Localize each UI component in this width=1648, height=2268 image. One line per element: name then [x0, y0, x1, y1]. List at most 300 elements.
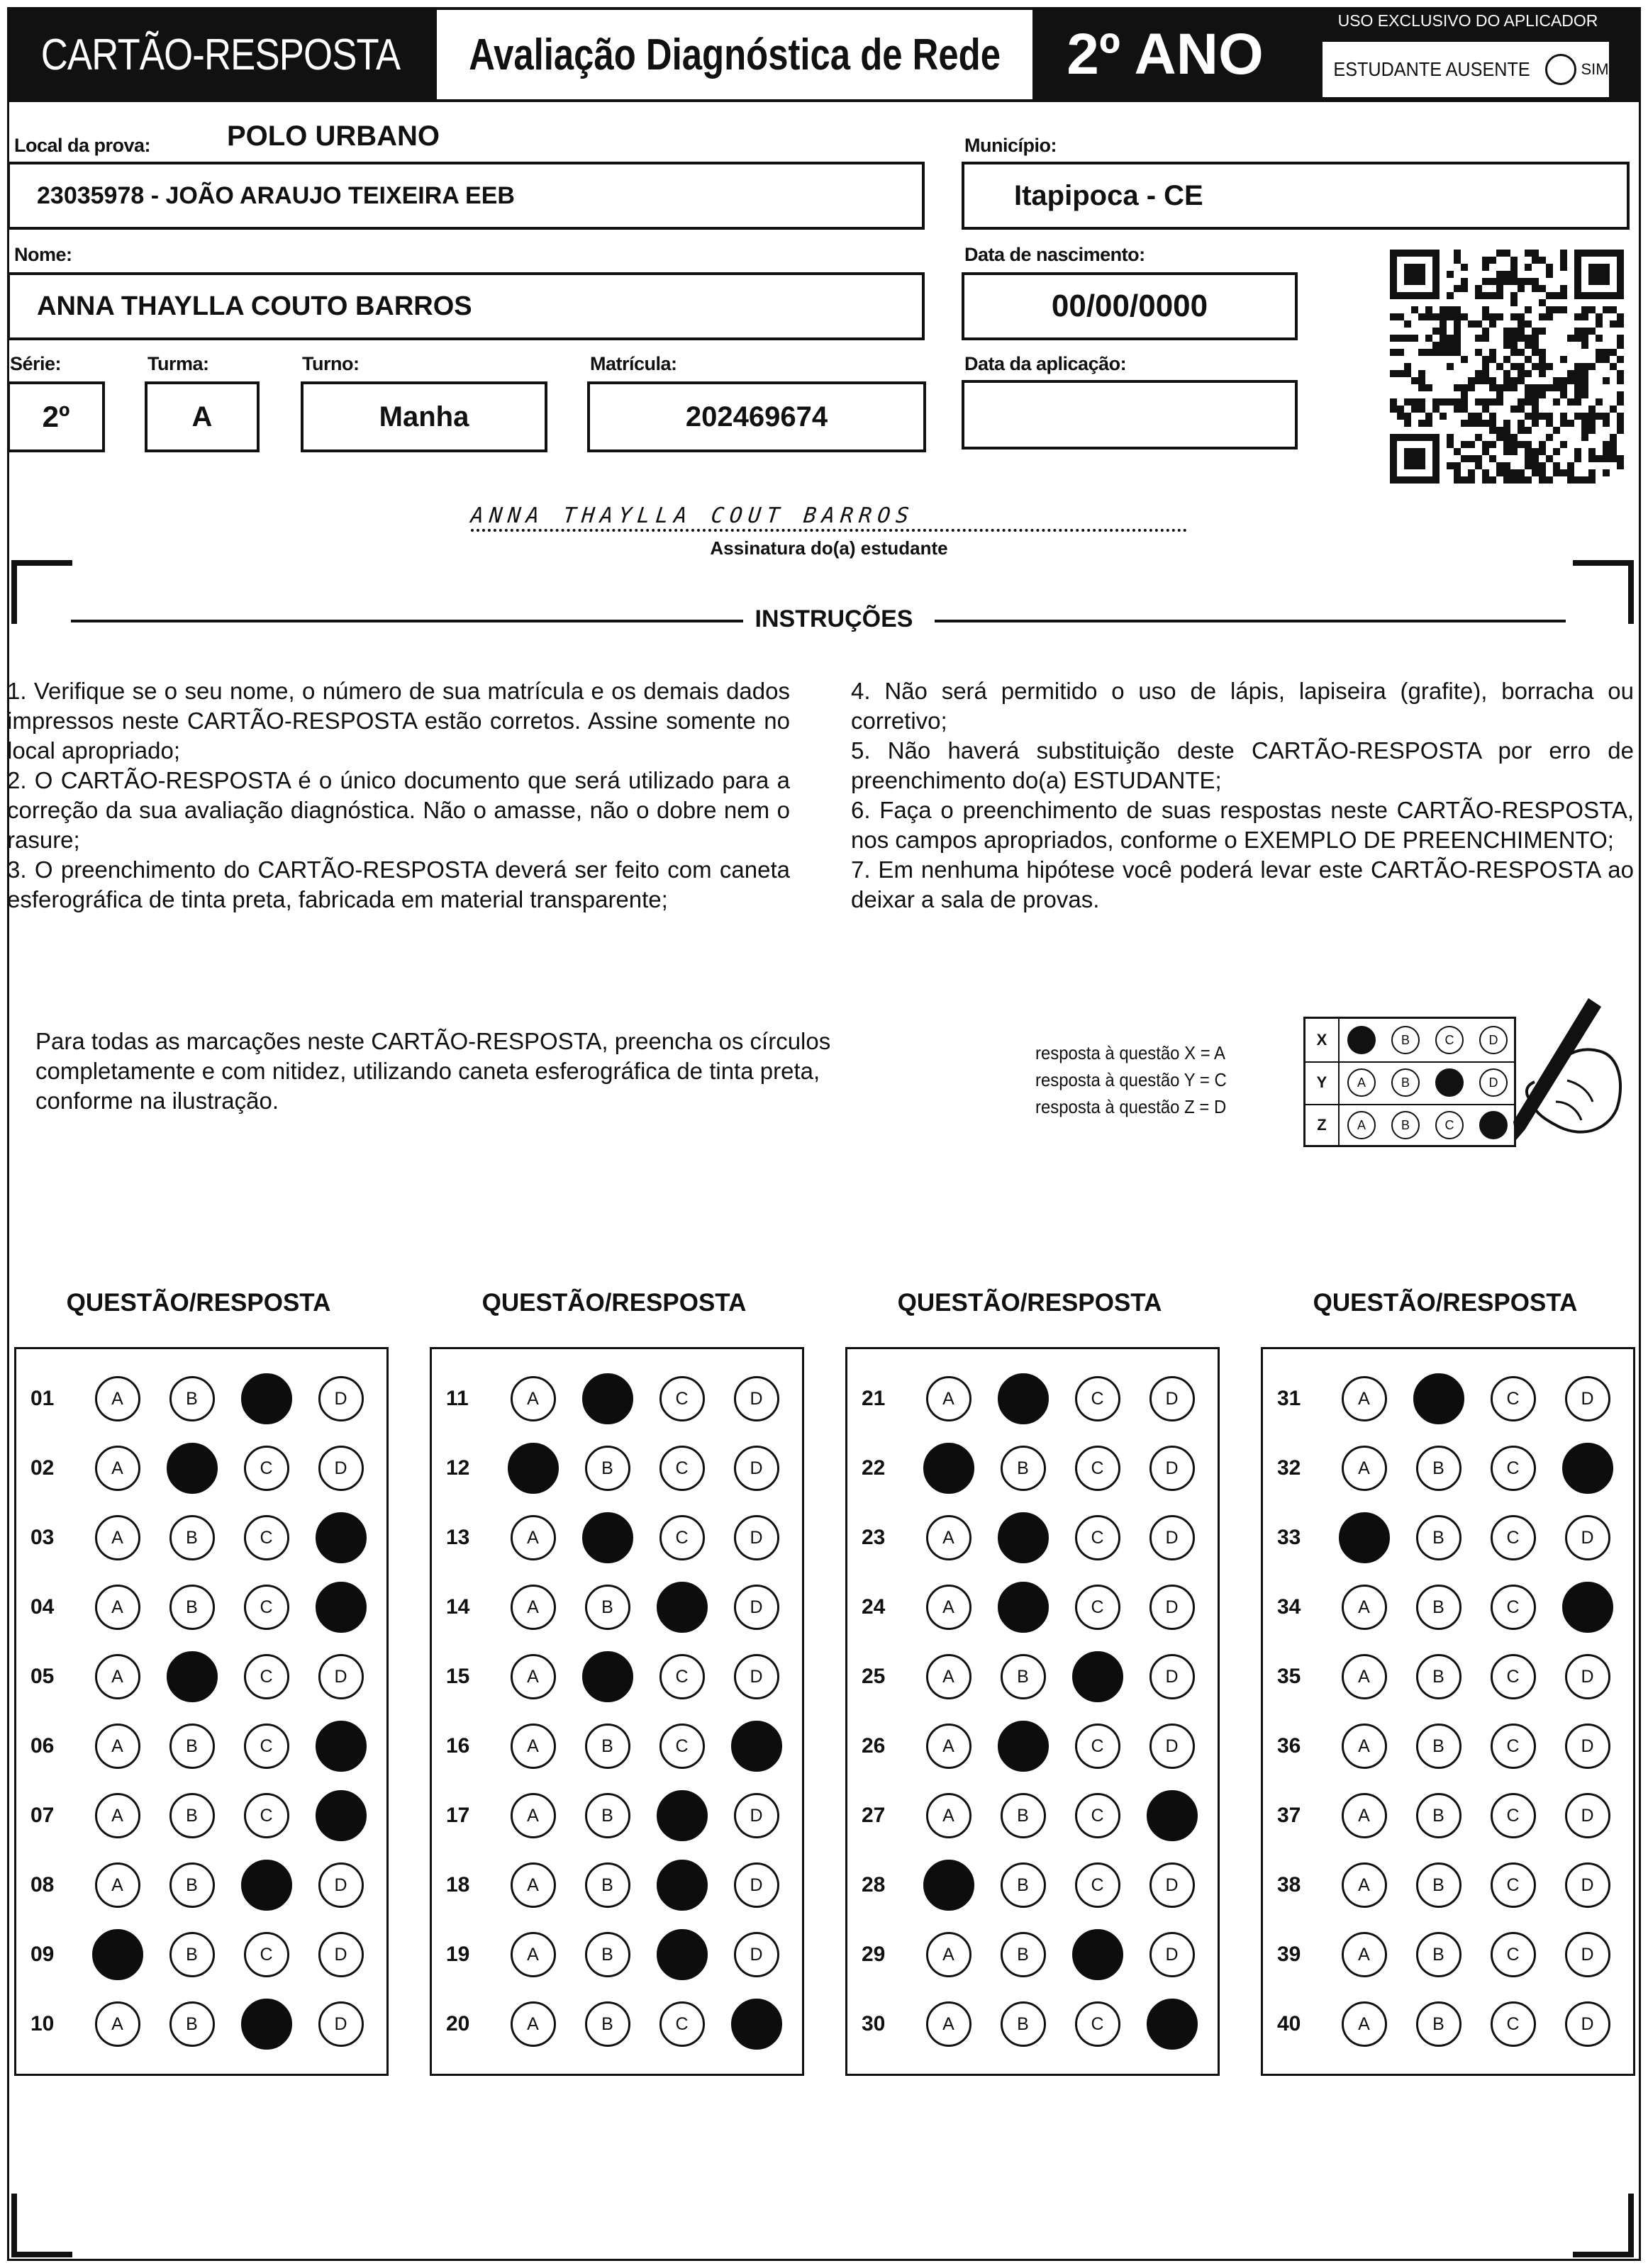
question-row — [432, 1585, 794, 1630]
answer-bubble-a[interactable]: A — [95, 1376, 140, 1421]
signature: ANNA THAYLLA COUT BARROS — [469, 503, 916, 528]
answer-bubble-a[interactable]: A — [926, 1932, 971, 1977]
answer-bubble-d[interactable]: D — [734, 1376, 779, 1421]
question-row — [1263, 1862, 1625, 1908]
answer-bubble-d[interactable]: D — [734, 1654, 779, 1699]
nome-label: Nome: — [14, 244, 72, 265]
answer-bubble-b[interactable]: B — [585, 1862, 630, 1908]
question-number: 32 — [1277, 1456, 1301, 1480]
answer-bubble-a[interactable]: A — [926, 1793, 971, 1838]
question-number: 04 — [30, 1595, 55, 1619]
question-row — [16, 1376, 378, 1421]
answer-bubble-a[interactable]: A — [1342, 1932, 1387, 1977]
answer-bubble-c[interactable]: C — [1491, 1446, 1536, 1491]
corner-mark-tr — [1573, 560, 1634, 624]
question-row — [847, 1446, 1209, 1491]
answer-bubble-d[interactable]: D — [1562, 1443, 1613, 1494]
question-row — [16, 2001, 378, 2047]
answer-bubble-d[interactable]: D — [316, 1512, 367, 1563]
answer-bubble-a[interactable]: A — [92, 1929, 143, 1980]
question-number: 13 — [446, 1526, 470, 1549]
answer-bubble-a[interactable]: A — [923, 1860, 974, 1911]
answer-bubble-a[interactable]: A — [95, 1654, 140, 1699]
corner-mark-bl — [11, 2194, 72, 2257]
example-legend — [1035, 1039, 1227, 1120]
instructions-rule-right — [935, 620, 1566, 622]
instruction-6: 6. Faça o preenchimento de suas respostas neste CARTÃO-RESPOSTA, nos campos apropriados, conforme o EXEMPLO DE PREENCHIMENTO; — [851, 797, 1634, 853]
answer-bubble-a[interactable]: A — [1342, 1585, 1387, 1630]
question-row — [432, 1793, 794, 1838]
question-number: 16 — [446, 1734, 470, 1758]
answer-bubble-d[interactable]: D — [1149, 1446, 1195, 1491]
answer-bubble-b[interactable]: B — [1001, 1793, 1046, 1838]
answer-bubble-b[interactable]: B — [1001, 1932, 1046, 1977]
answer-bubble-a[interactable]: A — [1342, 1724, 1387, 1769]
answer-bubble-c[interactable]: C — [241, 1999, 292, 2050]
answer-bubble-d[interactable]: D — [1149, 1862, 1195, 1908]
answer-bubble-b[interactable]: B — [169, 1585, 215, 1630]
answer-bubble-c[interactable]: C — [1491, 1515, 1536, 1560]
municipio-field — [962, 162, 1630, 230]
question-number: 23 — [862, 1526, 886, 1549]
example-bubble: C — [1435, 1111, 1464, 1139]
corner-mark-tl — [11, 560, 72, 624]
answer-bubble-b[interactable]: B — [1416, 1932, 1462, 1977]
question-row — [1263, 1585, 1625, 1630]
turma-label: Turma: — [147, 353, 209, 374]
answer-bubble-c[interactable]: C — [1491, 1376, 1536, 1421]
signature-line — [471, 529, 1187, 532]
example-bubble — [1435, 1068, 1464, 1097]
question-number: 21 — [862, 1387, 886, 1410]
answer-bubble-c[interactable]: C — [1491, 1724, 1536, 1769]
local-label: Local da prova: — [14, 135, 151, 156]
example-bubble: D — [1479, 1026, 1508, 1054]
question-row — [16, 1654, 378, 1699]
answer-bubble-a[interactable]: A — [1342, 2001, 1387, 2047]
answer-bubble-a[interactable]: A — [95, 2001, 140, 2047]
answer-bubble-b[interactable]: B — [1416, 2001, 1462, 2047]
answer-bubble-d[interactable]: D — [318, 1862, 364, 1908]
exam-title — [434, 7, 1035, 102]
nome-field — [7, 272, 925, 340]
answer-bubble-c[interactable]: C — [1072, 1651, 1123, 1702]
example-legend-x: resposta à questão X = A — [1035, 1042, 1225, 1063]
question-number: 25 — [862, 1665, 886, 1688]
answer-bubble-d[interactable]: D — [731, 1721, 782, 1772]
column-title: QUESTÃO/RESPOSTA — [66, 1289, 331, 1317]
question-row — [1263, 1515, 1625, 1560]
answer-bubble-c[interactable]: C — [1075, 1446, 1120, 1491]
answer-bubble-d[interactable]: D — [316, 1582, 367, 1633]
question-number: 20 — [446, 2012, 470, 2035]
answer-column — [1261, 1347, 1635, 2076]
answer-bubble-d[interactable]: D — [1565, 1376, 1610, 1421]
answer-bubble-d[interactable]: D — [734, 1515, 779, 1560]
question-row — [1263, 1724, 1625, 1769]
answer-bubble-b[interactable]: B — [1416, 1654, 1462, 1699]
question-number: 30 — [862, 2012, 886, 2035]
answer-bubble-a[interactable]: A — [511, 1932, 556, 1977]
answer-bubble-c[interactable]: C — [244, 1446, 289, 1491]
answer-bubble-b[interactable]: B — [1416, 1793, 1462, 1838]
answer-bubble-a[interactable]: A — [511, 1515, 556, 1560]
answer-bubble-b[interactable]: B — [998, 1512, 1049, 1563]
answer-bubble-b[interactable]: B — [585, 1724, 630, 1769]
question-row — [847, 1932, 1209, 1977]
answer-bubble-b[interactable]: B — [582, 1512, 633, 1563]
answer-bubble-d[interactable]: D — [1149, 1654, 1195, 1699]
question-number: 39 — [1277, 1943, 1301, 1966]
answer-bubble-a[interactable]: A — [511, 1376, 556, 1421]
answer-bubble-a[interactable]: A — [95, 1585, 140, 1630]
answer-bubble-c[interactable]: C — [244, 1585, 289, 1630]
question-row — [847, 1862, 1209, 1908]
answer-bubble-d[interactable]: D — [1149, 1376, 1195, 1421]
answer-bubble-c[interactable]: C — [244, 1724, 289, 1769]
answer-bubble-b[interactable]: B — [169, 1793, 215, 1838]
question-number: 35 — [1277, 1665, 1301, 1688]
answer-bubble-d[interactable]: D — [1565, 1793, 1610, 1838]
serie-value: 2º — [42, 400, 70, 433]
question-number: 05 — [30, 1665, 55, 1688]
answer-bubble-b[interactable]: B — [998, 1582, 1049, 1633]
question-row — [16, 1932, 378, 1977]
answer-bubble-a[interactable]: A — [926, 1376, 971, 1421]
answer-bubble-d[interactable]: D — [734, 1793, 779, 1838]
instruction-1: 1. Verifique se o seu nome, o número de sua matrícula e os demais dados impressos neste CARTÃO-RESPOSTA estão corretos. Assine somente no local apropriado; — [7, 678, 790, 764]
matricula-field — [587, 381, 926, 452]
answer-bubble-a[interactable]: A — [95, 1862, 140, 1908]
corner-mark-br — [1573, 2194, 1634, 2257]
local-value: POLO URBANO — [227, 121, 440, 152]
answer-bubble-b[interactable]: B — [585, 1446, 630, 1491]
answer-bubble-c[interactable]: C — [1491, 1862, 1536, 1908]
question-row — [1263, 1932, 1625, 1977]
answer-bubble-d[interactable]: D — [318, 1376, 364, 1421]
question-row — [847, 1793, 1209, 1838]
example-bubble: A — [1347, 1068, 1376, 1097]
question-row — [847, 1585, 1209, 1630]
answer-bubble-c[interactable]: C — [1075, 1585, 1120, 1630]
answer-bubble-a[interactable]: A — [1342, 1654, 1387, 1699]
answer-bubble-a[interactable]: A — [923, 1443, 974, 1494]
serie-field — [7, 381, 105, 452]
answer-bubble-c[interactable]: C — [244, 1654, 289, 1699]
answer-bubble-a[interactable]: A — [511, 1862, 556, 1908]
answer-bubble-b[interactable]: B — [585, 1932, 630, 1977]
nome-value: ANNA THAYLLA COUTO BARROS — [37, 291, 472, 321]
answer-bubble-d[interactable]: D — [1147, 1790, 1198, 1841]
answer-bubble-b[interactable]: B — [1416, 1724, 1462, 1769]
answer-bubble-c[interactable]: C — [1491, 1654, 1536, 1699]
answer-bubble-a[interactable]: A — [926, 1585, 971, 1630]
question-number: 01 — [30, 1387, 55, 1410]
answer-bubble-b[interactable]: B — [585, 1793, 630, 1838]
turno-field — [301, 381, 547, 452]
turma-field — [145, 381, 260, 452]
answer-bubble-b[interactable]: B — [585, 1585, 630, 1630]
question-number: 28 — [862, 1873, 886, 1896]
answer-bubble-c[interactable]: C — [1491, 1585, 1536, 1630]
answer-bubble-b[interactable]: B — [1416, 1515, 1462, 1560]
question-number: 34 — [1277, 1595, 1301, 1619]
answer-bubble-c[interactable]: C — [1491, 1932, 1536, 1977]
example-legend-z: resposta à questão Z = D — [1035, 1096, 1227, 1117]
example-bubble: A — [1347, 1111, 1376, 1139]
answer-bubble-a[interactable]: A — [926, 1724, 971, 1769]
answer-bubble-c[interactable]: C — [659, 1724, 705, 1769]
answer-bubble-a[interactable]: A — [1339, 1512, 1390, 1563]
question-number: 08 — [30, 1873, 55, 1896]
answer-bubble-d[interactable]: D — [1149, 1585, 1195, 1630]
question-number: 02 — [30, 1456, 55, 1480]
example-bubble: B — [1391, 1068, 1420, 1097]
answer-bubble-c[interactable]: C — [659, 1515, 705, 1560]
answer-bubble-c[interactable]: C — [657, 1582, 708, 1633]
answer-bubble-a[interactable]: A — [1342, 1793, 1387, 1838]
answer-bubble-d[interactable]: D — [734, 1585, 779, 1630]
answer-bubble-d[interactable]: D — [1565, 1862, 1610, 1908]
signature-label: Assinatura do(a) estudante — [710, 537, 948, 559]
instruction-3: 3. O preenchimento do CARTÃO-RESPOSTA deverá ser feito com caneta esferográfica de tinta preta, fabricada em material transparente; — [7, 856, 790, 912]
answer-bubble-a[interactable]: A — [1342, 1446, 1387, 1491]
question-number: 12 — [446, 1456, 470, 1480]
answer-bubble-d[interactable]: D — [1565, 1724, 1610, 1769]
answer-bubble-a[interactable]: A — [926, 1654, 971, 1699]
answer-bubble-b[interactable]: B — [169, 1376, 215, 1421]
answer-bubble-d[interactable]: D — [1147, 1999, 1198, 2050]
answer-bubble-d[interactable]: D — [1565, 1654, 1610, 1699]
answer-bubble-d[interactable]: D — [1565, 1932, 1610, 1977]
question-row — [16, 1862, 378, 1908]
answer-bubble-a[interactable]: A — [95, 1446, 140, 1491]
question-row — [432, 1724, 794, 1769]
grade-title — [1035, 7, 1295, 102]
answer-bubble-a[interactable]: A — [926, 1515, 971, 1560]
answer-bubble-d[interactable]: D — [1562, 1582, 1613, 1633]
answer-bubble-b[interactable]: B — [169, 2001, 215, 2047]
question-row — [1263, 1654, 1625, 1699]
answer-bubble-c[interactable]: C — [1072, 1929, 1123, 1980]
nascimento-value: 00/00/0000 — [1051, 289, 1208, 323]
example-bubble: B — [1391, 1111, 1420, 1139]
matricula-label: Matrícula: — [590, 353, 677, 374]
example-bubble: B — [1391, 1026, 1420, 1054]
question-number: 36 — [1277, 1734, 1301, 1758]
aplicacao-label: Data da aplicação: — [964, 353, 1127, 374]
answer-bubble-d[interactable]: D — [1149, 1724, 1195, 1769]
question-number: 06 — [30, 1734, 55, 1758]
answer-bubble-a[interactable]: A — [926, 2001, 971, 2047]
answer-bubble-d[interactable]: D — [734, 1862, 779, 1908]
municipio-value: Itapipoca - CE — [1014, 179, 1203, 211]
question-number: 26 — [862, 1734, 886, 1758]
instruction-2: 2. O CARTÃO-RESPOSTA é o único documento que será utilizado para a correção da sua avaliação diagnóstica. Não o amasse, não o dobre nem o rasure; — [7, 767, 790, 853]
column-title: QUESTÃO/RESPOSTA — [1313, 1289, 1578, 1317]
applicator-box — [1295, 7, 1641, 102]
answer-bubble-b[interactable]: B — [998, 1373, 1049, 1424]
answer-bubble-d[interactable]: D — [1149, 1515, 1195, 1560]
answer-bubble-c[interactable]: C — [1491, 2001, 1536, 2047]
answer-bubble-b[interactable]: B — [1001, 1446, 1046, 1491]
absent-bubble[interactable] — [1545, 54, 1576, 85]
question-number: 11 — [446, 1387, 469, 1410]
question-row — [16, 1585, 378, 1630]
answer-bubble-a[interactable]: A — [511, 1724, 556, 1769]
example-bubble — [1347, 1026, 1376, 1054]
answer-bubble-c[interactable]: C — [244, 1932, 289, 1977]
answer-bubble-c[interactable]: C — [1075, 2001, 1120, 2047]
answer-bubble-d[interactable]: D — [1565, 1515, 1610, 1560]
answer-bubble-b[interactable]: B — [582, 1373, 633, 1424]
example-bubble: C — [1435, 1026, 1464, 1054]
question-row — [432, 1932, 794, 1977]
question-row — [432, 1376, 794, 1421]
answer-bubble-c[interactable]: C — [1491, 1793, 1536, 1838]
answer-bubble-d[interactable]: D — [318, 1932, 364, 1977]
card-title-text: CARTÃO-RESPOSTA — [40, 30, 401, 79]
question-row — [16, 1515, 378, 1560]
answer-bubble-b[interactable]: B — [1416, 1446, 1462, 1491]
answer-bubble-c[interactable]: C — [241, 1373, 292, 1424]
question-number: 18 — [446, 1873, 470, 1896]
answer-bubble-b[interactable]: B — [169, 1932, 215, 1977]
instructions-right — [851, 676, 1634, 915]
answer-bubble-c[interactable]: C — [1075, 1515, 1120, 1560]
answer-bubble-c[interactable]: C — [657, 1790, 708, 1841]
answer-bubble-c[interactable]: C — [659, 1376, 705, 1421]
answer-bubble-a[interactable]: A — [511, 1585, 556, 1630]
applicator-box-inner — [1320, 40, 1611, 99]
answer-bubble-b[interactable]: B — [169, 1862, 215, 1908]
question-row — [16, 1446, 378, 1491]
example-row-label: Y — [1305, 1061, 1340, 1104]
question-row — [1263, 1376, 1625, 1421]
answer-column — [430, 1347, 804, 2076]
answer-bubble-c[interactable]: C — [1075, 1862, 1120, 1908]
municipio-label: Município: — [964, 135, 1057, 156]
question-row — [432, 1654, 794, 1699]
answer-bubble-c[interactable]: C — [244, 1515, 289, 1560]
question-number: 15 — [446, 1665, 470, 1688]
answer-bubble-b[interactable]: B — [167, 1651, 218, 1702]
question-row — [1263, 1793, 1625, 1838]
question-row — [16, 1724, 378, 1769]
answer-bubble-c[interactable]: C — [1075, 1724, 1120, 1769]
answer-bubble-b[interactable]: B — [169, 1724, 215, 1769]
answer-bubble-a[interactable]: A — [511, 2001, 556, 2047]
question-number: 31 — [1277, 1387, 1301, 1410]
answer-bubble-a[interactable]: A — [95, 1724, 140, 1769]
answer-bubble-c[interactable]: C — [244, 1793, 289, 1838]
answer-bubble-b[interactable]: B — [1001, 1654, 1046, 1699]
absent-label: ESTUDANTE AUSENTE — [1333, 58, 1531, 80]
answer-bubble-a[interactable]: A — [1342, 1862, 1387, 1908]
answer-bubble-d[interactable]: D — [318, 1446, 364, 1491]
question-row — [1263, 2001, 1625, 2047]
answer-bubble-d[interactable]: D — [316, 1721, 367, 1772]
answer-bubble-c[interactable]: C — [657, 1860, 708, 1911]
answer-bubble-b[interactable]: B — [1001, 2001, 1046, 2047]
answer-bubble-c[interactable]: C — [1075, 1376, 1120, 1421]
turno-value: Manha — [379, 401, 469, 432]
answer-bubble-d[interactable]: D — [318, 1654, 364, 1699]
answer-bubble-b[interactable]: B — [1413, 1373, 1464, 1424]
answer-bubble-b[interactable]: B — [167, 1443, 218, 1494]
answer-bubble-a[interactable]: A — [95, 1515, 140, 1560]
question-number: 37 — [1277, 1804, 1301, 1827]
instructions-title: INSTRUÇÕES — [755, 605, 913, 632]
turma-value: A — [191, 401, 213, 432]
serie-label: Série: — [10, 353, 62, 374]
question-number: 29 — [862, 1943, 886, 1966]
turno-label: Turno: — [302, 353, 360, 374]
grade-title-text: 2º ANO — [1067, 22, 1264, 86]
exam-title-text: Avaliação Diagnóstica de Rede — [469, 30, 1001, 79]
answer-bubble-b[interactable]: B — [1416, 1585, 1462, 1630]
instructions-rule-left — [71, 620, 743, 622]
answer-bubble-a[interactable]: A — [511, 1654, 556, 1699]
answer-bubble-b[interactable]: B — [585, 2001, 630, 2047]
answer-bubble-d[interactable]: D — [734, 1446, 779, 1491]
question-number: 33 — [1277, 1526, 1301, 1549]
answer-bubble-a[interactable]: A — [1342, 1376, 1387, 1421]
instruction-7: 7. Em nenhuma hipótese você poderá levar este CARTÃO-RESPOSTA ao deixar a sala de provas. — [851, 856, 1634, 912]
answer-bubble-c[interactable]: C — [657, 1929, 708, 1980]
question-number: 10 — [30, 2012, 55, 2035]
question-row — [847, 1376, 1209, 1421]
pen-hand-illustration — [1482, 995, 1624, 1158]
answer-bubble-c[interactable]: C — [659, 2001, 705, 2047]
question-row — [432, 1862, 794, 1908]
answer-bubble-b[interactable]: B — [1416, 1862, 1462, 1908]
answer-bubble-b[interactable]: B — [1001, 1862, 1046, 1908]
answer-bubble-c[interactable]: C — [659, 1446, 705, 1491]
answer-bubble-c[interactable]: C — [659, 1654, 705, 1699]
instructions-left — [7, 676, 790, 915]
applicator-box-title: USO EXCLUSIVO DO APLICADOR — [1337, 11, 1598, 30]
answer-bubble-c[interactable]: C — [1075, 1793, 1120, 1838]
answer-bubble-d[interactable]: D — [1565, 2001, 1610, 2047]
question-number: 19 — [446, 1943, 470, 1966]
question-row — [847, 1724, 1209, 1769]
question-number: 27 — [862, 1804, 886, 1827]
answer-bubble-b[interactable]: B — [998, 1721, 1049, 1772]
answer-bubble-d[interactable]: D — [318, 2001, 364, 2047]
answer-bubble-b[interactable]: B — [582, 1651, 633, 1702]
answer-bubble-a[interactable]: A — [511, 1793, 556, 1838]
answer-bubble-d[interactable]: D — [731, 1999, 782, 2050]
question-number: 22 — [862, 1456, 886, 1480]
question-row — [847, 1654, 1209, 1699]
answer-bubble-d[interactable]: D — [1149, 1932, 1195, 1977]
answer-bubble-b[interactable]: B — [169, 1515, 215, 1560]
answer-bubble-c[interactable]: C — [241, 1860, 292, 1911]
answer-bubble-a[interactable]: A — [508, 1443, 559, 1494]
answer-bubble-d[interactable]: D — [734, 1932, 779, 1977]
example-bubble: D — [1479, 1068, 1508, 1097]
answer-bubble-a[interactable]: A — [95, 1793, 140, 1838]
question-row — [432, 1515, 794, 1560]
school-field — [7, 162, 925, 230]
question-row — [432, 1446, 794, 1491]
answer-bubble-d[interactable]: D — [316, 1790, 367, 1841]
question-row — [16, 1793, 378, 1838]
question-row — [847, 1515, 1209, 1560]
aplicacao-field — [962, 380, 1298, 449]
question-number: 03 — [30, 1526, 55, 1549]
